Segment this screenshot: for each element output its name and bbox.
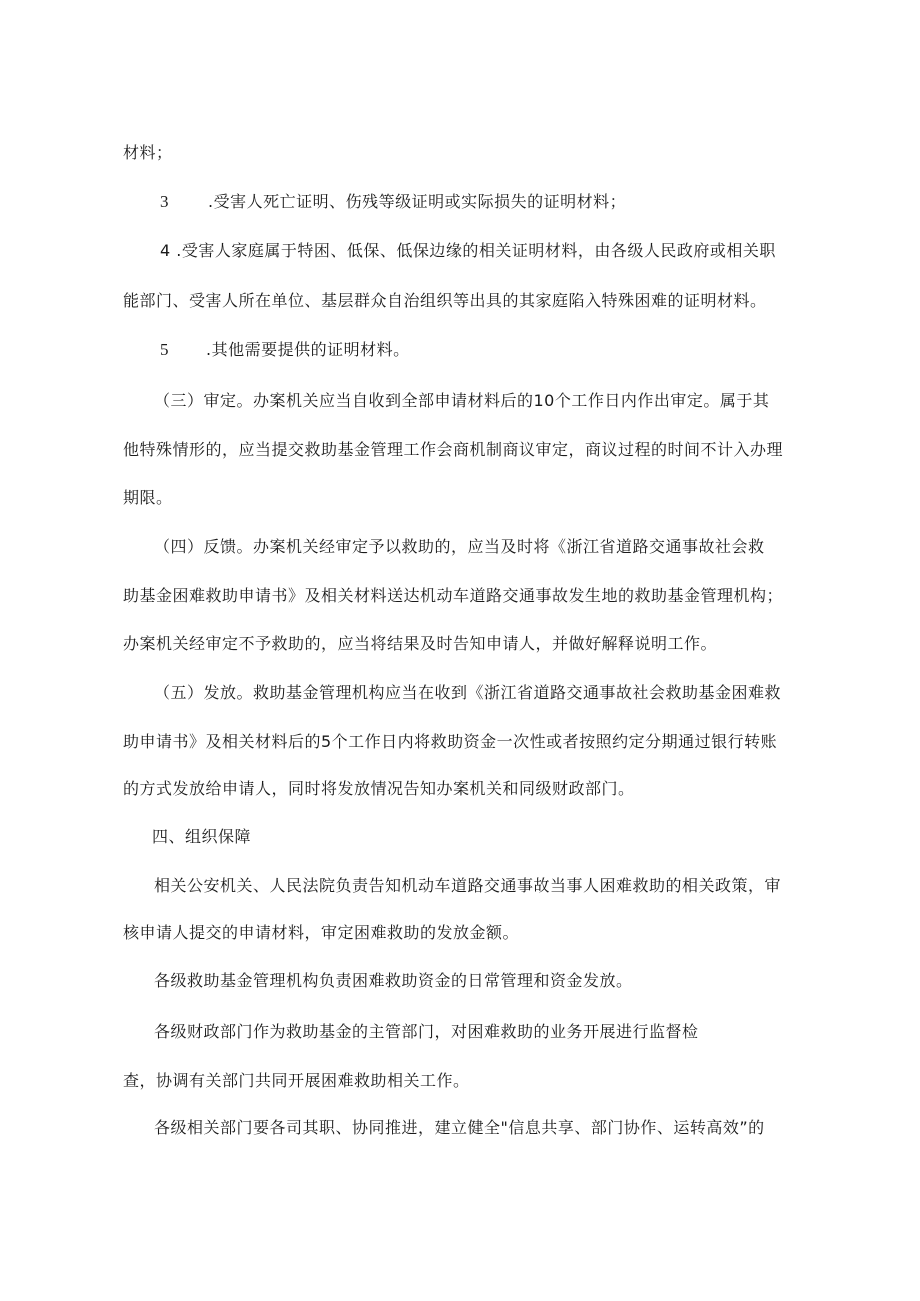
list-number: 5 [160,340,169,359]
paragraph-line: （三）审定。办案机关应当自收到全部申请材料后的10个工作日内作出审定。属于其 [154,391,770,410]
paragraph-line: 能部门、受害人所在单位、基层群众自治组织等出具的其家庭陷入特殊困难的证明材料。 [123,291,767,310]
list-item-text: .其他需要提供的证明材料。 [206,340,410,359]
paragraph-line: 各级相关部门要各司其职、协同推进，建立健全"信息共享、部门协作、运转高效”的 [154,1118,765,1137]
paragraph-line: 查，协调有关部门共同开展困难救助相关工作。 [123,1071,470,1090]
paragraph-line: 期限。 [123,488,173,507]
paragraph-line: 相关公安机关、人民法院负责告知机动车道路交通事故当事人困难救助的相关政策，审 [154,876,782,895]
paragraph-line: 各级财政部门作为救助基金的主管部门，对困难救助的业务开展进行监督检 [154,1022,699,1041]
paragraph-line: 助申请书》及相关材料后的5个工作日内将救助资金一次性或者按照约定分期通过银行转账 [123,732,778,751]
list-number: 3 [160,192,169,211]
paragraph-line: 核申请人提交的申请材料，审定困难救助的发放金额。 [123,923,520,942]
paragraph-line: 他特殊情形的，应当提交救助基金管理工作会商机制商议审定，商议过程的时间不计入办理 [123,440,784,459]
paragraph-line: 的方式发放给申请人，同时将发放情况告知办案机关和同级财政部门。 [123,779,635,798]
list-item-text: .受害人死亡证明、伤残等级证明或实际损失的证明材料； [208,192,627,211]
list-item-text: 4 .受害人家庭属于特困、低保、低保边缘的相关证明材料，由各级人民政府或相关职 [160,241,776,260]
paragraph-line: 助基金困难救助申请书》及相关材料送达机动车道路交通事故发生地的救助基金管理机构； [123,586,784,605]
paragraph-line: 材料； [123,143,173,162]
paragraph-line: （五）发放。救助基金管理机构应当在收到《浙江省道路交通事故社会救助基金困难救 [154,683,782,702]
paragraph-line: 各级救助基金管理机构负责困难救助资金的日常管理和资金发放。 [154,971,633,990]
paragraph-line: （四）反馈。办案机关经审定予以救助的，应当及时将《浙江省道路交通事故社会救 [154,537,765,556]
paragraph-line: 办案机关经审定不予救助的，应当将结果及时告知申请人，并做好解释说明工作。 [123,634,718,653]
section-heading: 四、组织保障 [152,827,252,846]
